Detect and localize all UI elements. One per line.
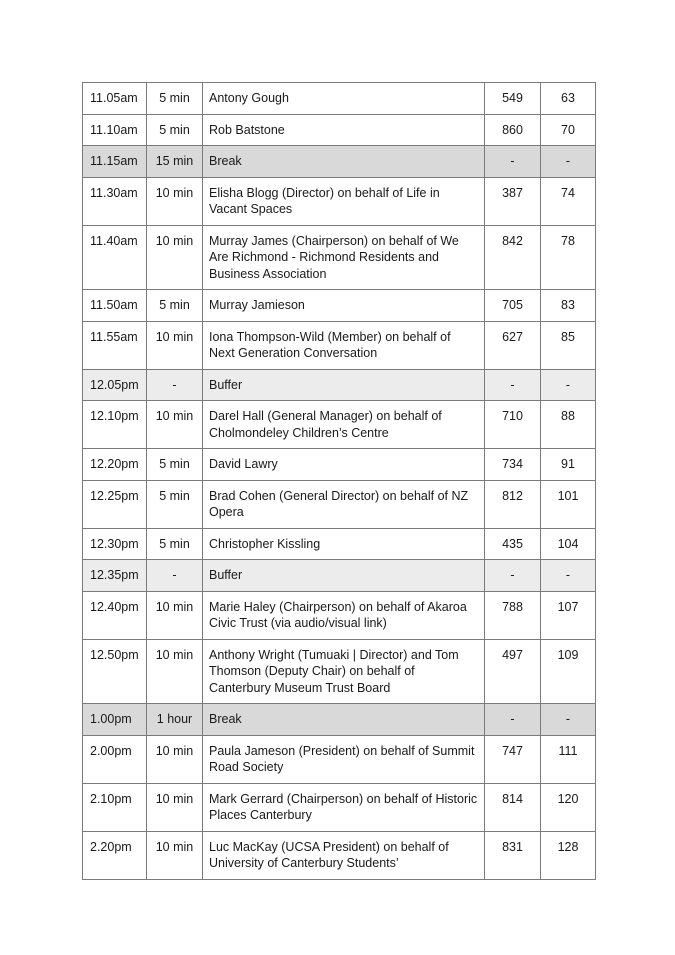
table-row <box>83 783 596 831</box>
speaker-cell: Darel Hall (General Manager) on behalf of Cholmondeley Children’s Centre <box>203 401 485 449</box>
submission-number-cell: - <box>485 369 541 401</box>
time-cell: 11.50am <box>83 290 147 322</box>
page-number-cell: 83 <box>541 290 596 322</box>
table-row <box>83 114 596 146</box>
time-cell: 12.20pm <box>83 449 147 481</box>
time-cell: 1.00pm <box>83 704 147 736</box>
submission-number-cell: 710 <box>485 401 541 449</box>
speaker-cell: Elisha Blogg (Director) on behalf of Life in Vacant Spaces <box>203 177 485 225</box>
speaker-cell: Break <box>203 704 485 736</box>
page-number-cell: 120 <box>541 783 596 831</box>
submission-number-cell: - <box>485 704 541 736</box>
speaker-cell: Rob Batstone <box>203 114 485 146</box>
submission-number-cell: 842 <box>485 225 541 290</box>
table-row <box>83 560 596 592</box>
page-number-cell: 78 <box>541 225 596 290</box>
duration-cell: 10 min <box>147 735 203 783</box>
time-cell: 12.25pm <box>83 480 147 528</box>
duration-cell: 10 min <box>147 831 203 879</box>
speaker-cell: Murray Jamieson <box>203 290 485 322</box>
page-number-cell: 70 <box>541 114 596 146</box>
table-row <box>83 449 596 481</box>
duration-cell: 5 min <box>147 449 203 481</box>
duration-cell: 10 min <box>147 225 203 290</box>
time-cell: 2.20pm <box>83 831 147 879</box>
speaker-cell: Iona Thompson-Wild (Member) on behalf of Next Generation Conversation <box>203 321 485 369</box>
time-cell: 11.55am <box>83 321 147 369</box>
duration-cell: 5 min <box>147 528 203 560</box>
time-cell: 12.30pm <box>83 528 147 560</box>
page-number-cell: 74 <box>541 177 596 225</box>
submission-number-cell: 734 <box>485 449 541 481</box>
table-row <box>83 177 596 225</box>
speaker-cell: Buffer <box>203 369 485 401</box>
table-row <box>83 831 596 879</box>
page-number-cell: 128 <box>541 831 596 879</box>
speaker-cell: Mark Gerrard (Chairperson) on behalf of Historic Places Canterbury <box>203 783 485 831</box>
submission-number-cell: 497 <box>485 639 541 704</box>
submission-number-cell: 705 <box>485 290 541 322</box>
duration-cell: - <box>147 560 203 592</box>
time-cell: 2.00pm <box>83 735 147 783</box>
speaker-cell: Break <box>203 146 485 178</box>
submission-number-cell: 549 <box>485 83 541 115</box>
page-number-cell: 91 <box>541 449 596 481</box>
time-cell: 11.30am <box>83 177 147 225</box>
page-number-cell: 85 <box>541 321 596 369</box>
submission-number-cell: 387 <box>485 177 541 225</box>
speaker-cell: Luc MacKay (UCSA President) on behalf of University of Canterbury Students’ <box>203 831 485 879</box>
page-number-cell: 63 <box>541 83 596 115</box>
speaker-cell: Christopher Kissling <box>203 528 485 560</box>
table-row <box>83 591 596 639</box>
duration-cell: 1 hour <box>147 704 203 736</box>
table-row <box>83 480 596 528</box>
page-number-cell: 104 <box>541 528 596 560</box>
time-cell: 2.10pm <box>83 783 147 831</box>
duration-cell: - <box>147 369 203 401</box>
table-row <box>83 369 596 401</box>
table-row <box>83 528 596 560</box>
submission-number-cell: 435 <box>485 528 541 560</box>
submission-number-cell: - <box>485 146 541 178</box>
page-number-cell: 107 <box>541 591 596 639</box>
speaker-cell: Buffer <box>203 560 485 592</box>
page-number-cell: 88 <box>541 401 596 449</box>
time-cell: 11.05am <box>83 83 147 115</box>
time-cell: 12.05pm <box>83 369 147 401</box>
speaker-cell: Brad Cohen (General Director) on behalf of NZ Opera <box>203 480 485 528</box>
speaker-cell: Marie Haley (Chairperson) on behalf of Akaroa Civic Trust (via audio/visual link) <box>203 591 485 639</box>
submission-number-cell: 812 <box>485 480 541 528</box>
submission-number-cell: 814 <box>485 783 541 831</box>
page-number-cell: - <box>541 560 596 592</box>
submission-number-cell: 627 <box>485 321 541 369</box>
page-number-cell: 101 <box>541 480 596 528</box>
duration-cell: 5 min <box>147 83 203 115</box>
page-number-cell: 111 <box>541 735 596 783</box>
duration-cell: 15 min <box>147 146 203 178</box>
speaker-cell: Anthony Wright (Tumuaki | Director) and Tom Thomson (Deputy Chair) on behalf of Canterbury Museum Trust Board <box>203 639 485 704</box>
speaker-cell: Paula Jameson (President) on behalf of Summit Road Society <box>203 735 485 783</box>
hearing-schedule-table <box>82 82 596 880</box>
speaker-cell: Antony Gough <box>203 83 485 115</box>
table-row <box>83 225 596 290</box>
table-row <box>83 83 596 115</box>
duration-cell: 5 min <box>147 290 203 322</box>
table-row <box>83 146 596 178</box>
duration-cell: 10 min <box>147 321 203 369</box>
table-row <box>83 704 596 736</box>
time-cell: 12.40pm <box>83 591 147 639</box>
duration-cell: 5 min <box>147 480 203 528</box>
submission-number-cell: 831 <box>485 831 541 879</box>
time-cell: 12.10pm <box>83 401 147 449</box>
time-cell: 11.15am <box>83 146 147 178</box>
time-cell: 11.10am <box>83 114 147 146</box>
duration-cell: 10 min <box>147 783 203 831</box>
submission-number-cell: 788 <box>485 591 541 639</box>
submission-number-cell: 860 <box>485 114 541 146</box>
duration-cell: 5 min <box>147 114 203 146</box>
speaker-cell: Murray James (Chairperson) on behalf of We Are Richmond - Richmond Residents and Business Association <box>203 225 485 290</box>
table-row <box>83 321 596 369</box>
page-number-cell: - <box>541 704 596 736</box>
speaker-cell: David Lawry <box>203 449 485 481</box>
schedule-body <box>83 83 596 880</box>
page-number-cell: - <box>541 146 596 178</box>
time-cell: 12.35pm <box>83 560 147 592</box>
duration-cell: 10 min <box>147 401 203 449</box>
submission-number-cell: - <box>485 560 541 592</box>
table-row <box>83 735 596 783</box>
submission-number-cell: 747 <box>485 735 541 783</box>
page-number-cell: - <box>541 369 596 401</box>
table-row <box>83 401 596 449</box>
duration-cell: 10 min <box>147 591 203 639</box>
time-cell: 12.50pm <box>83 639 147 704</box>
duration-cell: 10 min <box>147 177 203 225</box>
page-number-cell: 109 <box>541 639 596 704</box>
table-row <box>83 639 596 704</box>
time-cell: 11.40am <box>83 225 147 290</box>
table-row <box>83 290 596 322</box>
duration-cell: 10 min <box>147 639 203 704</box>
